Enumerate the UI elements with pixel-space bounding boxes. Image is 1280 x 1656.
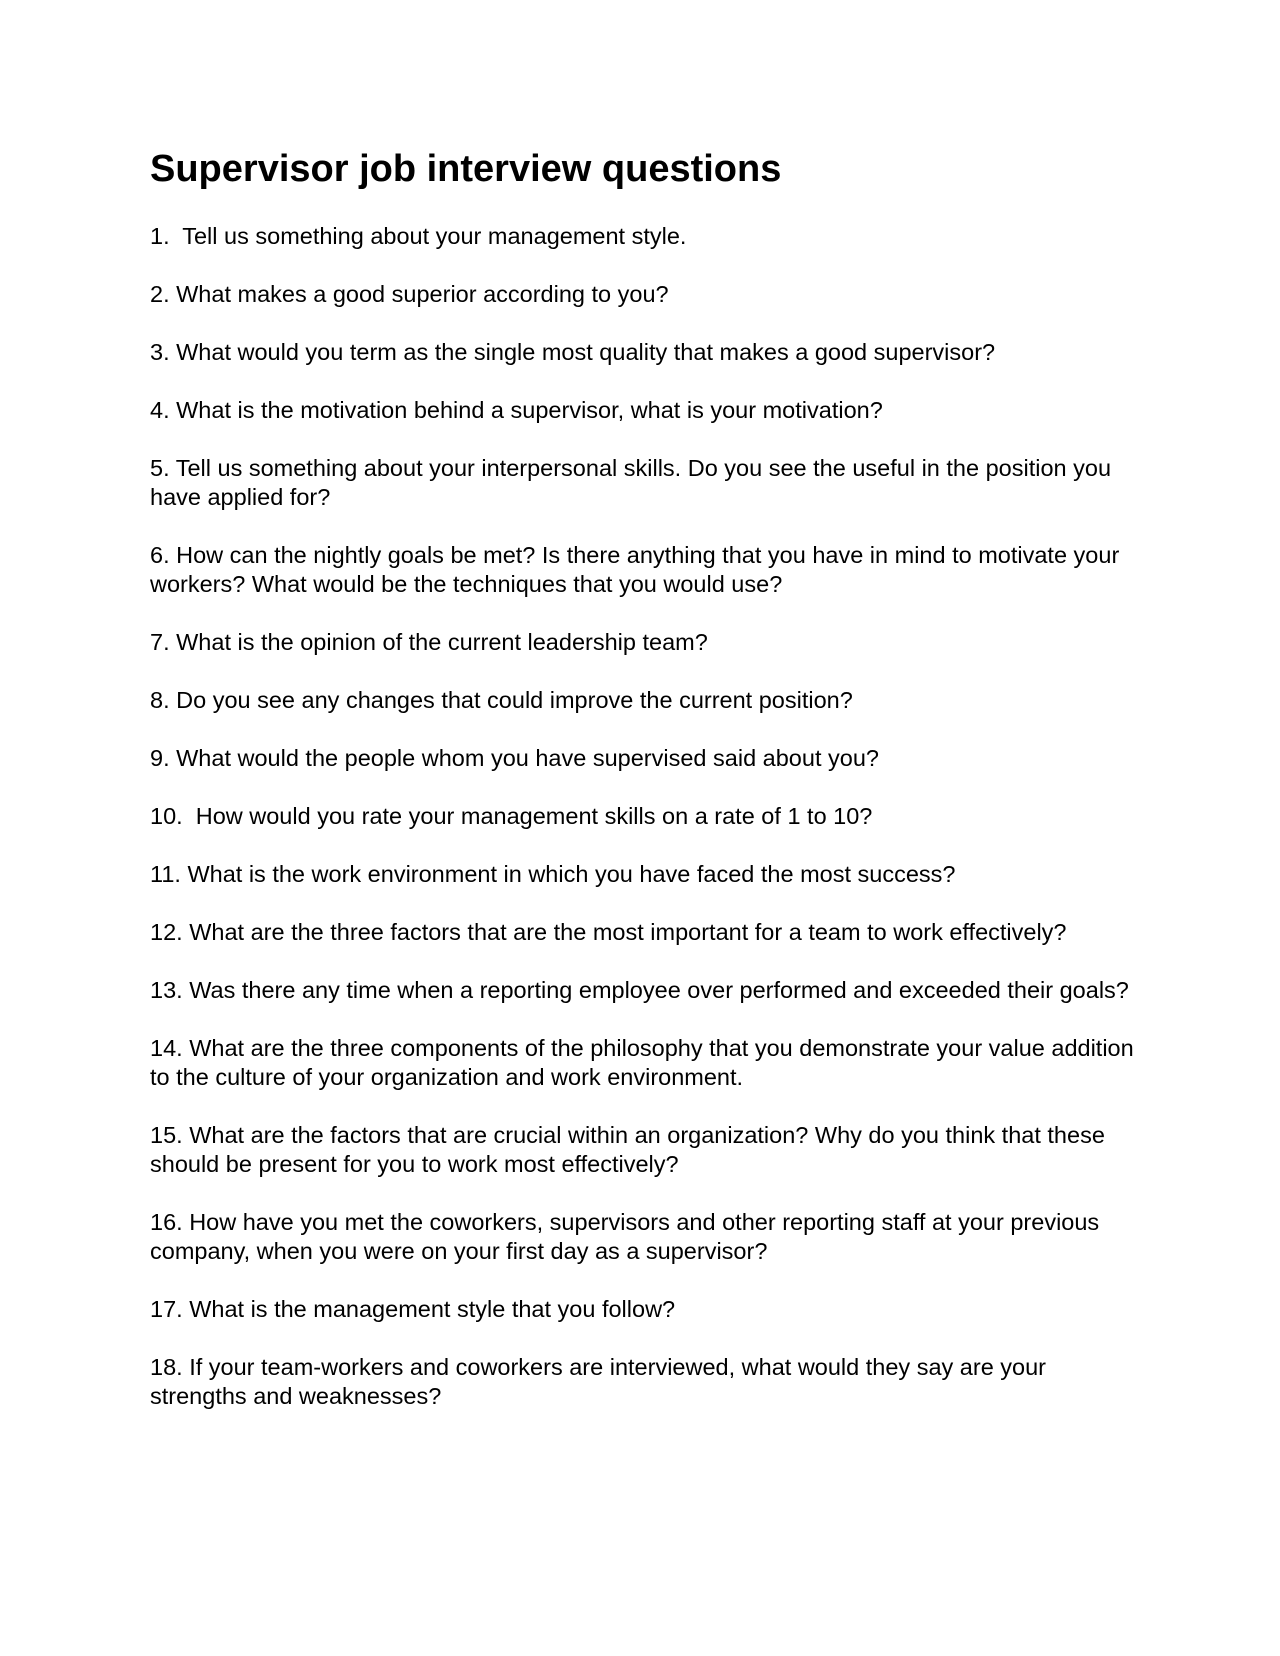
question-8: 8. Do you see any changes that could improve the current position? [150, 687, 853, 713]
question-4: 4. What is the motivation behind a supervisor, what is your motivation? [150, 397, 883, 423]
question-3: 3. What would you term as the single most quality that makes a good supervisor? [150, 339, 996, 365]
question-10: 10. How would you rate your management skills on a rate of 1 to 10? [150, 803, 873, 829]
question-16: 16. How have you met the coworkers, supervisors and other reporting staff at your previous company, when you were on your first day as a supervisor? [150, 1209, 1106, 1264]
question-17: 17. What is the management style that you follow? [150, 1296, 676, 1322]
question-2: 2. What makes a good superior according to you? [150, 281, 669, 307]
document-content [150, 146, 1141, 1440]
question-6: 6. How can the nightly goals be met? Is there anything that you have in mind to motivate your workers? What would be the techniques that you would use? [150, 542, 1126, 597]
question-15: 15. What are the factors that are crucial within an organization? Why do you think that these should be present for you to work most effectively? [150, 1122, 1112, 1177]
question-14: 14. What are the three components of the philosophy that you demonstrate your value addition to the culture of your organization and work environment. [150, 1035, 1141, 1090]
question-9: 9. What would the people whom you have supervised said about you? [150, 745, 879, 771]
question-18: 18. If your team-workers and coworkers are interviewed, what would they say are your strengths and weaknesses? [150, 1354, 1053, 1409]
question-1: 1. Tell us something about your management style. [150, 223, 687, 249]
question-7: 7. What is the opinion of the current leadership team? [150, 629, 708, 655]
document-title: Supervisor job interview questions [150, 148, 782, 190]
question-11: 11. What is the work environment in which you have faced the most success? [150, 861, 956, 887]
question-list [150, 222, 1141, 1411]
question-12: 12. What are the three factors that are the most important for a team to work effectively? [150, 919, 1067, 945]
question-5: 5. Tell us something about your interpersonal skills. Do you see the useful in the position you have applied for? [150, 455, 1118, 510]
question-13: 13. Was there any time when a reporting employee over performed and exceeded their goals? [150, 977, 1129, 1003]
